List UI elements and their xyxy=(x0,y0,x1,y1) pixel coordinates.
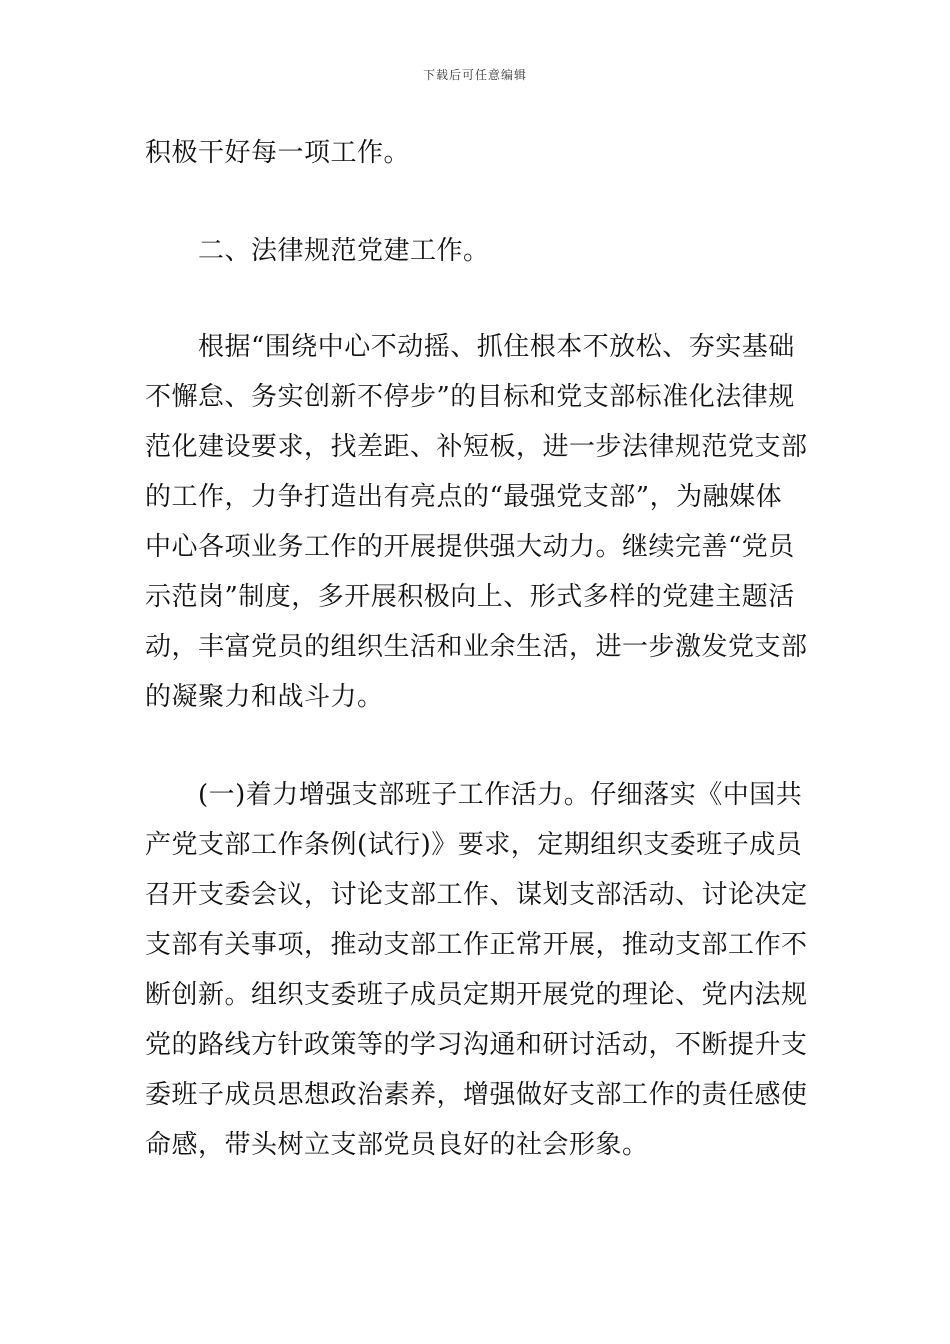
text-line: 示范岗”制度，多开展积极向上、形式多样的党建主题活 xyxy=(145,582,795,612)
text-line: 产党支部工作条例(试行)》要求，定期组织支委班子成员 xyxy=(145,830,803,860)
text-line: 命感，带头树立支部党员良好的社会形象。 xyxy=(145,1130,649,1160)
text-line: 断创新。组织支委班子成员定期开展党的理论、党内法规 xyxy=(145,980,808,1010)
paragraph-party-building xyxy=(145,322,807,722)
text-line: 党的路线方针政策等的学习沟通和研讨活动，不断提升支 xyxy=(145,1030,808,1060)
text-line: 的工作，力争打造出有亮点的“最强党支部”，为融媒体 xyxy=(145,482,783,512)
document-body xyxy=(145,128,807,1170)
paragraph-branch-committee xyxy=(145,770,807,1170)
text-line: 召开支委会议，讨论支部工作、谋划支部活动、讨论决定 xyxy=(145,880,808,910)
text-line: 积极干好每一项工作。 xyxy=(145,138,411,168)
text-line: 委班子成员思想政治素养，增强做好支部工作的责任感使 xyxy=(145,1080,808,1110)
text-line: 中心各项业务工作的开展提供强大动力。继续完善“党员 xyxy=(145,532,795,562)
text-line: 的凝聚力和战斗力。 xyxy=(145,682,384,712)
text-line: 范化建设要求，找差距、补短板，进一步法律规范党支部 xyxy=(145,432,808,462)
text-line: 动，丰富党员的组织生活和业余生活，进一步激发党支部 xyxy=(145,632,808,662)
text-line: 根据“围绕中心不动摇、抓住根本不放松、夯实基础 xyxy=(198,332,795,362)
section-heading xyxy=(145,226,807,276)
text-line: (一)着力增强支部班子工作活力。仔细落实《中国共 xyxy=(198,780,803,810)
text-line: 二、法律规范党建工作。 xyxy=(198,236,490,266)
paragraph-continuation xyxy=(145,128,807,178)
text-line: 不懈怠、务实创新不停步”的目标和党支部标准化法律规 xyxy=(145,382,795,412)
text-line: 支部有关事项，推动支部工作正常开展，推动支部工作不 xyxy=(145,930,808,960)
header-note: 下载后可任意编辑 xyxy=(422,68,527,82)
